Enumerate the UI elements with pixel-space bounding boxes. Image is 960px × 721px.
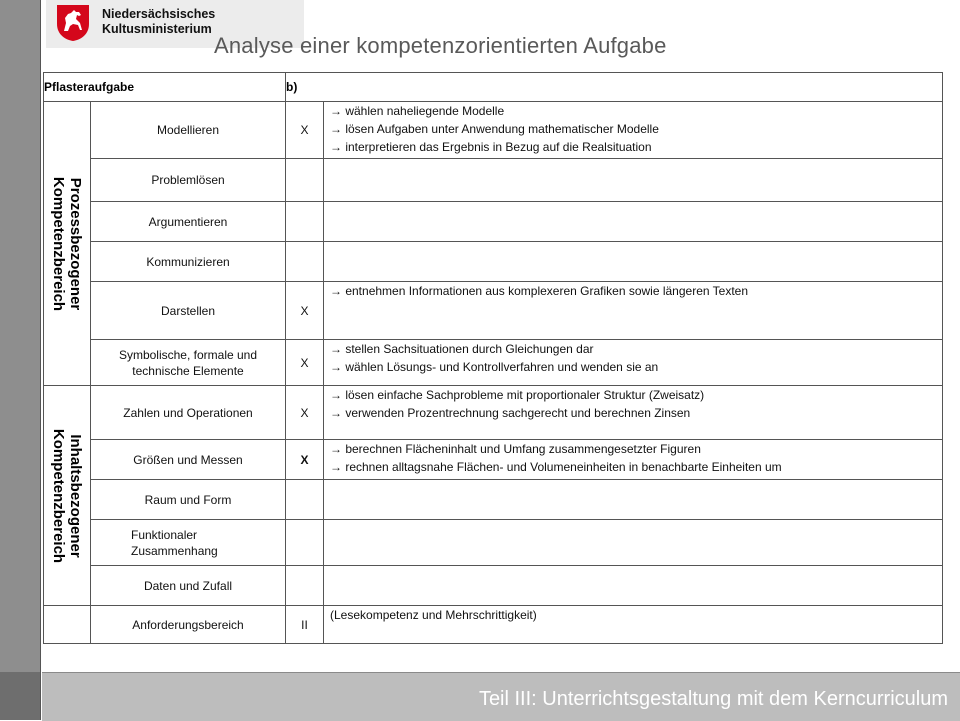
mark-cell: X bbox=[286, 340, 324, 386]
task-name-cell: Pflasteraufgabe bbox=[44, 73, 286, 102]
task-part-cell: b) bbox=[286, 73, 943, 102]
process-competence-group bbox=[44, 102, 91, 386]
competence-problemloesen: Problemlösen bbox=[91, 159, 286, 202]
description-cell bbox=[324, 566, 943, 606]
mark-cell bbox=[286, 202, 324, 242]
table-row bbox=[44, 340, 943, 386]
process-group-label: Prozessbezogener Kompetenzbereich bbox=[50, 176, 84, 311]
ministry-name-line1: Niedersächsisches bbox=[102, 7, 216, 21]
footer-bar bbox=[42, 672, 960, 721]
footer-text: Teil III: Unterrichtsgestaltung mit dem Kerncurriculum bbox=[478, 688, 948, 710]
lower-saxony-horse-icon bbox=[56, 4, 90, 42]
description-cell bbox=[324, 242, 943, 282]
description-item: → rechnen alltagsnahe Flächen- und Volumeneinheiten in benachbarte Einheiten um bbox=[330, 460, 782, 474]
description-item: → entnehmen Informationen aus komplexeren Grafiken sowie längeren Texten bbox=[330, 284, 749, 298]
side-bar-lower bbox=[0, 672, 40, 720]
table-row bbox=[44, 282, 943, 340]
requirement-level: II bbox=[286, 606, 324, 644]
description-item: → wählen Lösungs- und Kontrollverfahren und wenden sie an bbox=[330, 360, 659, 374]
mark-cell bbox=[286, 566, 324, 606]
description-item: → lösen einfache Sachprobleme mit proportionaler Struktur (Zweisatz) bbox=[330, 388, 705, 402]
table-row bbox=[44, 480, 943, 520]
description-cell bbox=[324, 386, 943, 440]
side-bar-upper bbox=[0, 0, 40, 672]
description-cell bbox=[324, 202, 943, 242]
mark-cell bbox=[286, 159, 324, 202]
competence-zahlen-operationen: Zahlen und Operationen bbox=[91, 386, 286, 440]
mark-cell: X bbox=[286, 386, 324, 440]
description-item: → interpretieren das Ergebnis in Bezug auf die Realsituation bbox=[330, 140, 652, 154]
description-cell bbox=[324, 520, 943, 566]
table-row bbox=[44, 159, 943, 202]
competence-funktionaler-zusammenhang: Funktionaler Zusammenhang bbox=[91, 520, 286, 566]
competence-darstellen: Darstellen bbox=[91, 282, 286, 340]
competence-kommunizieren: Kommunizieren bbox=[91, 242, 286, 282]
page-title: Analyse einer kompetenzorientierten Aufgabe bbox=[214, 33, 667, 58]
description-cell bbox=[324, 480, 943, 520]
description-cell bbox=[324, 282, 943, 340]
description-cell bbox=[324, 102, 943, 159]
table-row bbox=[44, 440, 943, 480]
competence-raum-form: Raum und Form bbox=[91, 480, 286, 520]
content-competence-group bbox=[44, 386, 91, 606]
ministry-name bbox=[102, 7, 215, 37]
competence-modellieren: Modellieren bbox=[91, 102, 286, 159]
competence-daten-zufall: Daten und Zufall bbox=[91, 566, 286, 606]
table-row bbox=[44, 386, 943, 440]
table-row bbox=[44, 202, 943, 242]
competence-groessen-messen: Größen und Messen bbox=[91, 440, 286, 480]
description-cell bbox=[324, 340, 943, 386]
competence-argumentieren: Argumentieren bbox=[91, 202, 286, 242]
mark-cell bbox=[286, 520, 324, 566]
description-cell bbox=[324, 440, 943, 480]
requirement-note: (Lesekompetenz und Mehrschrittigkeit) bbox=[324, 606, 943, 644]
description-item: → wählen naheliegende Modelle bbox=[330, 104, 505, 118]
empty-group-cell bbox=[44, 606, 91, 644]
description-cell bbox=[324, 159, 943, 202]
description-item: → verwenden Prozentrechnung sachgerecht und berechnen Zinsen bbox=[330, 406, 691, 420]
mark-cell: X bbox=[286, 282, 324, 340]
table-row bbox=[44, 520, 943, 566]
mark-cell: X bbox=[286, 102, 324, 159]
content-group-label: Inhaltsbezogener Kompetenzbereich bbox=[50, 428, 84, 563]
mark-cell bbox=[286, 480, 324, 520]
requirement-label: Anforderungsbereich bbox=[91, 606, 286, 644]
competence-table bbox=[43, 72, 943, 644]
table-row bbox=[44, 242, 943, 282]
table-row bbox=[44, 102, 943, 159]
requirement-row bbox=[44, 606, 943, 644]
mark-cell: X bbox=[286, 440, 324, 480]
description-item: → stellen Sachsituationen durch Gleichungen dar bbox=[330, 342, 594, 356]
description-item: → berechnen Flächeninhalt und Umfang zusammengesetzter Figuren bbox=[330, 442, 701, 456]
ministry-name-line2: Kultusministerium bbox=[102, 22, 212, 36]
left-side-bar bbox=[0, 0, 41, 720]
mark-cell bbox=[286, 242, 324, 282]
description-item: → lösen Aufgaben unter Anwendung mathematischer Modelle bbox=[330, 122, 659, 136]
competence-symbolische-elemente: Symbolische, formale und technische Elemente bbox=[91, 340, 286, 386]
table-header-row bbox=[44, 73, 943, 102]
table-row bbox=[44, 566, 943, 606]
